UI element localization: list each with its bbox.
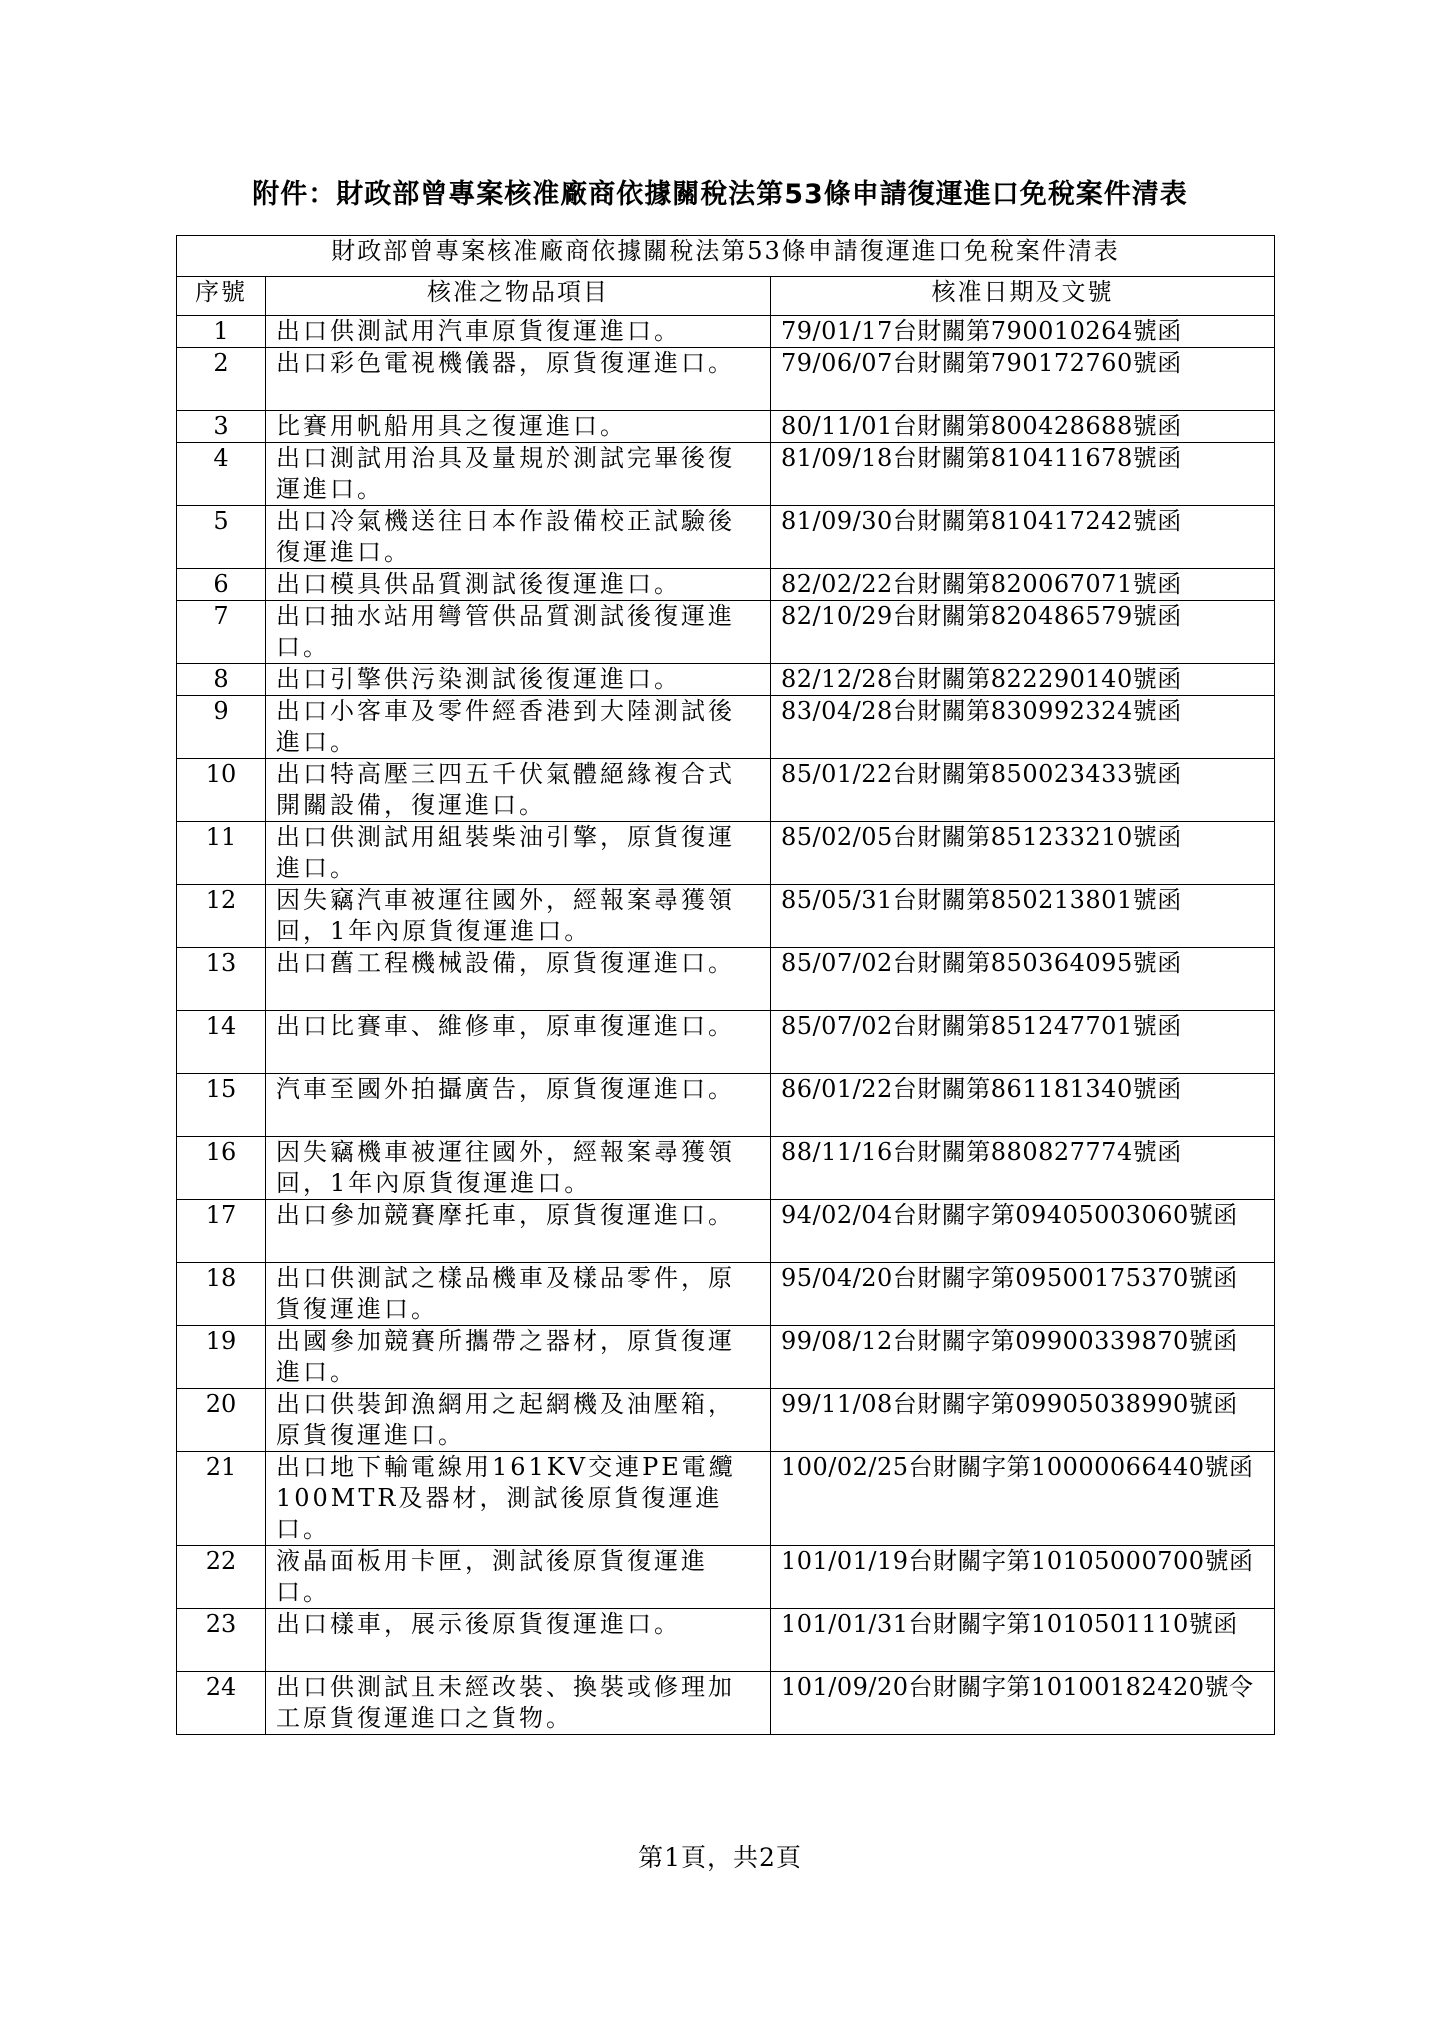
row-serial: 18 <box>177 1263 266 1326</box>
row-reference: 82/12/28台財關第822290140號函 <box>771 664 1275 696</box>
row-serial: 4 <box>177 443 266 506</box>
row-item: 因失竊汽車被運往國外，經報案尋獲領回，1年內原貨復運進口。 <box>266 885 771 948</box>
row-reference: 99/11/08台財關字第09905038990號函 <box>771 1389 1275 1452</box>
table-row <box>177 1200 1275 1263</box>
row-item: 出口彩色電視機儀器，原貨復運進口。 <box>266 348 771 411</box>
table-row <box>177 506 1275 569</box>
row-serial: 23 <box>177 1609 266 1672</box>
row-reference: 85/05/31台財關第850213801號函 <box>771 885 1275 948</box>
row-reference: 95/04/20台財關字第09500175370號函 <box>771 1263 1275 1326</box>
table-row <box>177 316 1275 348</box>
approval-table <box>176 235 1275 1735</box>
row-reference: 101/01/31台財關字第1010501110號函 <box>771 1609 1275 1672</box>
row-serial: 9 <box>177 696 266 759</box>
table-row <box>177 822 1275 885</box>
row-serial: 1 <box>177 316 266 348</box>
table-row <box>177 1137 1275 1200</box>
row-serial: 11 <box>177 822 266 885</box>
row-reference: 85/02/05台財關第851233210號函 <box>771 822 1275 885</box>
row-reference: 81/09/30台財關第810417242號函 <box>771 506 1275 569</box>
page-footer: 第1頁，共2頁 <box>638 1843 802 1872</box>
table-row <box>177 1672 1275 1735</box>
row-reference: 80/11/01台財關第800428688號函 <box>771 411 1275 443</box>
row-reference: 86/01/22台財關第861181340號函 <box>771 1074 1275 1137</box>
table-row <box>177 443 1275 506</box>
row-serial: 10 <box>177 759 266 822</box>
row-reference: 82/02/22台財關第820067071號函 <box>771 569 1275 601</box>
row-item: 出口供測試且未經改裝、換裝或修理加工原貨復運進口之貨物。 <box>266 1672 771 1735</box>
row-serial: 2 <box>177 348 266 411</box>
row-serial: 16 <box>177 1137 266 1200</box>
table-row <box>177 411 1275 443</box>
table-caption-row <box>177 236 1275 277</box>
row-serial: 8 <box>177 664 266 696</box>
header-reference: 核准日期及文號 <box>771 277 1275 316</box>
table-row <box>177 696 1275 759</box>
row-reference: 79/01/17台財關第790010264號函 <box>771 316 1275 348</box>
table-header-row <box>177 277 1275 316</box>
row-item: 出口舊工程機械設備，原貨復運進口。 <box>266 948 771 1011</box>
row-reference: 85/07/02台財關第851247701號函 <box>771 1011 1275 1074</box>
table-row <box>177 1074 1275 1137</box>
row-serial: 5 <box>177 506 266 569</box>
row-item: 出口供測試用汽車原貨復運進口。 <box>266 316 771 348</box>
row-serial: 12 <box>177 885 266 948</box>
row-serial: 14 <box>177 1011 266 1074</box>
row-reference: 83/04/28台財關第830992324號函 <box>771 696 1275 759</box>
document-title: 附件：財政部曾專案核准廠商依據關稅法第53條申請復運進口免稅案件清表 <box>252 179 1188 210</box>
table-row <box>177 1263 1275 1326</box>
header-item: 核准之物品項目 <box>266 277 771 316</box>
row-serial: 24 <box>177 1672 266 1735</box>
table-row <box>177 1546 1275 1609</box>
row-serial: 21 <box>177 1452 266 1546</box>
table-row <box>177 601 1275 664</box>
table-row <box>177 1011 1275 1074</box>
row-item: 出口地下輸電線用161KV交連PE電纜100MTR及器材，測試後原貨復運進口。 <box>266 1452 771 1546</box>
row-serial: 15 <box>177 1074 266 1137</box>
row-item: 出口抽水站用彎管供品質測試後復運進口。 <box>266 601 771 664</box>
row-reference: 88/11/16台財關第880827774號函 <box>771 1137 1275 1200</box>
row-item: 因失竊機車被運往國外，經報案尋獲領回，1年內原貨復運進口。 <box>266 1137 771 1200</box>
table-row <box>177 1452 1275 1546</box>
row-item: 出口比賽車、維修車，原車復運進口。 <box>266 1011 771 1074</box>
row-item: 出口冷氣機送往日本作設備校正試驗後復運進口。 <box>266 506 771 569</box>
row-item: 汽車至國外拍攝廣告，原貨復運進口。 <box>266 1074 771 1137</box>
row-item: 比賽用帆船用具之復運進口。 <box>266 411 771 443</box>
row-reference: 101/01/19台財關字第10105000700號函 <box>771 1546 1275 1609</box>
row-item: 出口供測試之樣品機車及樣品零件，原貨復運進口。 <box>266 1263 771 1326</box>
row-item: 出口特高壓三四五千伏氣體絕緣複合式開關設備，復運進口。 <box>266 759 771 822</box>
row-item: 出國參加競賽所攜帶之器材，原貨復運進口。 <box>266 1326 771 1389</box>
row-item: 出口引擎供污染測試後復運進口。 <box>266 664 771 696</box>
row-item: 出口參加競賽摩托車，原貨復運進口。 <box>266 1200 771 1263</box>
table-row <box>177 348 1275 411</box>
table-row <box>177 759 1275 822</box>
row-serial: 7 <box>177 601 266 664</box>
row-serial: 20 <box>177 1389 266 1452</box>
row-reference: 82/10/29台財關第820486579號函 <box>771 601 1275 664</box>
table-row <box>177 569 1275 601</box>
row-serial: 3 <box>177 411 266 443</box>
row-serial: 17 <box>177 1200 266 1263</box>
row-reference: 79/06/07台財關第790172760號函 <box>771 348 1275 411</box>
row-reference: 101/09/20台財關字第10100182420號令 <box>771 1672 1275 1735</box>
row-item: 出口供裝卸漁網用之起網機及油壓箱，原貨復運進口。 <box>266 1389 771 1452</box>
row-reference: 81/09/18台財關第810411678號函 <box>771 443 1275 506</box>
table-row <box>177 1389 1275 1452</box>
table-caption: 財政部曾專案核准廠商依據關稅法第53條申請復運進口免稅案件清表 <box>177 236 1275 277</box>
row-item: 出口供測試用組裝柴油引擎，原貨復運進口。 <box>266 822 771 885</box>
row-item: 出口小客車及零件經香港到大陸測試後進口。 <box>266 696 771 759</box>
row-serial: 13 <box>177 948 266 1011</box>
row-serial: 6 <box>177 569 266 601</box>
row-serial: 22 <box>177 1546 266 1609</box>
table-row <box>177 948 1275 1011</box>
header-serial: 序號 <box>177 277 266 316</box>
row-item: 出口樣車，展示後原貨復運進口。 <box>266 1609 771 1672</box>
row-item: 液晶面板用卡匣，測試後原貨復運進口。 <box>266 1546 771 1609</box>
table-row <box>177 664 1275 696</box>
row-reference: 99/08/12台財關字第09900339870號函 <box>771 1326 1275 1389</box>
row-reference: 100/02/25台財關字第10000066440號函 <box>771 1452 1275 1546</box>
table-row <box>177 885 1275 948</box>
table-row <box>177 1326 1275 1389</box>
row-item: 出口模具供品質測試後復運進口。 <box>266 569 771 601</box>
row-serial: 19 <box>177 1326 266 1389</box>
row-reference: 94/02/04台財關字第09405003060號函 <box>771 1200 1275 1263</box>
table-row <box>177 1609 1275 1672</box>
row-reference: 85/01/22台財關第850023433號函 <box>771 759 1275 822</box>
row-item: 出口測試用治具及量規於測試完畢後復運進口。 <box>266 443 771 506</box>
row-reference: 85/07/02台財關第850364095號函 <box>771 948 1275 1011</box>
